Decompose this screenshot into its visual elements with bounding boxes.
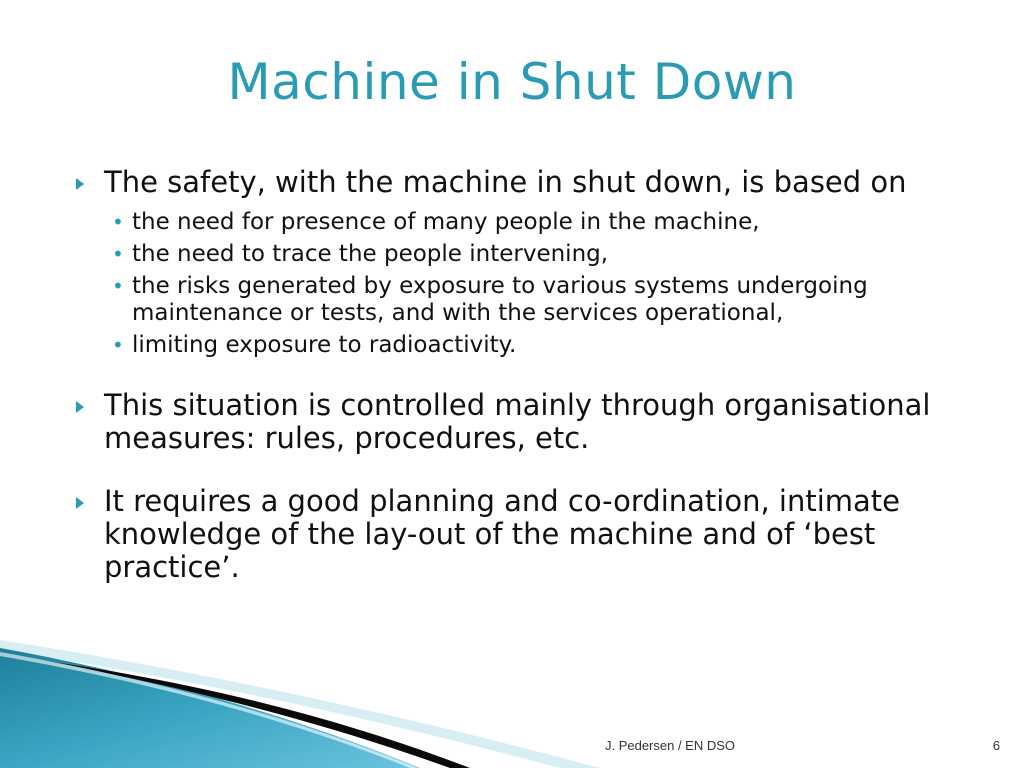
decorative-swoosh xyxy=(0,640,1024,768)
dot-bullet-icon: • xyxy=(112,274,124,298)
triangle-bullet-icon xyxy=(76,401,84,413)
sub-bullet-text: the need to trace the people intervening, xyxy=(132,241,609,267)
footer-author: J. Pedersen / EN DSO xyxy=(604,738,736,753)
dot-bullet-icon: • xyxy=(112,242,124,266)
bullet-text: This situation is controlled mainly through organisational measures: rules, procedures, etc. xyxy=(104,388,931,455)
sub-bullet-item xyxy=(104,273,952,327)
bullet-item xyxy=(72,389,952,455)
slide-content xyxy=(72,166,952,614)
sub-bullet-text: the need for presence of many people in the machine, xyxy=(132,209,760,235)
bullet-item xyxy=(72,485,952,584)
sub-bullet-item xyxy=(104,332,952,359)
triangle-bullet-icon xyxy=(76,178,84,190)
bullet-item xyxy=(72,166,952,359)
bullet-text: The safety, with the machine in shut down, is based on xyxy=(104,165,907,199)
dot-bullet-icon: • xyxy=(112,210,124,234)
sub-bullet-text: limiting exposure to radioactivity. xyxy=(132,332,517,358)
slide-title: Machine in Shut Down xyxy=(227,53,797,111)
sub-bullet-item xyxy=(104,241,952,268)
triangle-bullet-icon xyxy=(76,497,84,509)
bullet-text: It requires a good planning and co-ordination, intimate knowledge of the lay-out of the machine and of ‘best practice’. xyxy=(104,484,900,584)
sub-bullet-item xyxy=(104,209,952,236)
sub-bullet-list xyxy=(104,209,952,359)
sub-bullet-text: the risks generated by exposure to various systems undergoing maintenance or tests, and with the services operational, xyxy=(132,273,868,326)
dot-bullet-icon: • xyxy=(112,333,124,357)
page-number: 6 xyxy=(992,738,1000,753)
